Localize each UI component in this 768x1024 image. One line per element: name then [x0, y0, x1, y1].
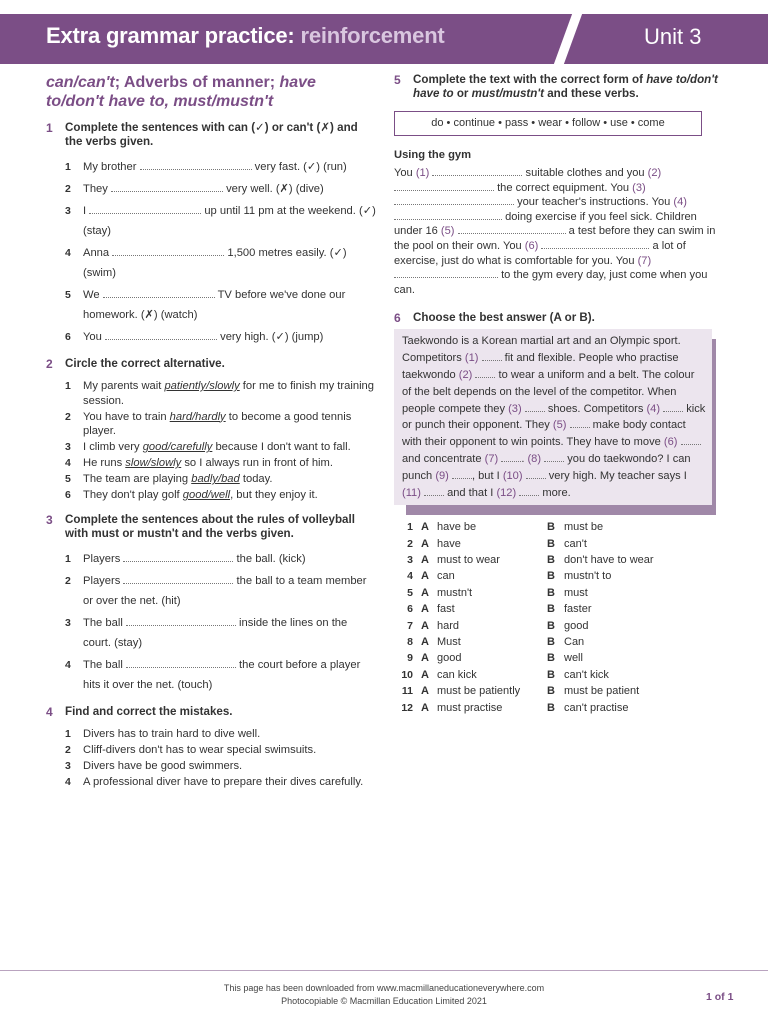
option-a-text: have be: [437, 521, 477, 534]
answer-blank: [519, 486, 539, 496]
answer-blank: [424, 486, 444, 496]
answer-blank: [89, 204, 201, 214]
item-text-after: inside the lines on the court. (stay): [83, 616, 348, 649]
exercise-item: [65, 488, 376, 503]
answer-number: 7: [407, 619, 413, 632]
answer-blank: [501, 452, 521, 462]
section-heading: [46, 73, 376, 111]
text-run: , but I: [471, 469, 503, 482]
exercise-1-items: [65, 157, 376, 347]
option-b-label: B: [547, 586, 555, 599]
page-number: 1 of 1: [706, 991, 734, 1003]
exercise-item: [65, 743, 376, 758]
answer-row: [397, 700, 724, 716]
answer-row: [397, 601, 724, 617]
answer-number: 5: [407, 586, 413, 599]
answer-row: [397, 585, 724, 601]
item-number: 3: [65, 441, 71, 453]
item-text-after: so I always run in front of him.: [181, 457, 333, 469]
answer-number: 6: [407, 603, 413, 616]
item-number: 6: [65, 331, 71, 343]
answer-blank: [394, 195, 514, 205]
exercise-1: [46, 121, 376, 347]
taekwondo-text: [394, 329, 712, 505]
exercise-item: [65, 201, 376, 241]
exercise-number: 3: [46, 512, 53, 527]
option-b-text: don't have to wear: [564, 554, 654, 567]
exercise-item: [65, 327, 376, 347]
answer-blank: [112, 246, 224, 256]
item-text-before: Anna: [83, 247, 113, 259]
text-run: You: [394, 167, 416, 179]
exercise-number: 2: [46, 357, 53, 371]
option-b-label: B: [547, 636, 555, 649]
item-text-after: very well. (✗) (dive): [222, 183, 324, 195]
exercise-4: [46, 705, 376, 790]
text-run: the correct equipment. You: [494, 181, 633, 194]
item-text-after: the ball to a team member or over the net. (hit): [83, 574, 367, 607]
answer-blank: [570, 418, 590, 428]
left-column: [46, 73, 376, 799]
exercise-item: [65, 727, 376, 742]
answer-number: 9: [407, 652, 413, 665]
item-text-after: the court before a player hits it over the net. (touch): [83, 658, 361, 691]
gap-number: (7): [637, 254, 652, 267]
option-a-text: can: [437, 570, 455, 583]
answer-options: [397, 519, 724, 716]
option-b-text: can't kick: [564, 668, 609, 681]
answer-row: [397, 552, 724, 568]
answer-blank: [126, 616, 236, 626]
exercise-instruction: [413, 73, 724, 101]
option-a-text: good: [437, 652, 462, 665]
answer-blank: [452, 469, 472, 479]
footer-download-note: This page has been downloaded from www.macmillaneducationeverywhere.com: [223, 983, 545, 993]
taekwondo-box-wrap: [394, 329, 724, 505]
item-text-after: up until 11 pm at the weekend. (✓) (stay): [83, 205, 376, 237]
gap-number: (5): [440, 225, 455, 238]
gap-number: (6): [524, 239, 539, 252]
item-text-after: 1,500 metres easily. (✓) (swim): [83, 247, 347, 279]
item-number: 1: [65, 727, 71, 740]
option-b-text: faster: [564, 603, 592, 616]
item-text-before: I: [83, 205, 90, 217]
exercise-item: [65, 410, 376, 439]
option-a-text: hard: [437, 619, 460, 632]
answer-blank: [482, 351, 502, 361]
text-run: and concentrate: [402, 452, 485, 465]
item-text-before: He runs: [83, 457, 126, 469]
option-b-label: B: [547, 701, 555, 714]
option-a-label: A: [421, 586, 429, 599]
text-run: more.: [539, 486, 571, 499]
item-text-before: Players: [83, 552, 124, 565]
answer-blank: [526, 469, 546, 479]
answer-blank: [394, 181, 494, 191]
exercise-item: [65, 179, 376, 199]
option-b-text: well: [564, 652, 583, 665]
item-text: Cliff-divers don't has to wear special swimsuits.: [83, 743, 317, 756]
text-run: you do taekwondo? I can punch: [402, 452, 691, 482]
instr-a: Complete the text with the correct form of: [413, 73, 647, 86]
answer-number: 12: [401, 701, 413, 714]
gap-number: (12): [496, 486, 517, 499]
item-number: 2: [65, 574, 71, 587]
alternative-options: patiently/slowly: [164, 380, 240, 392]
answer-row: [397, 634, 724, 650]
heading-part-1: can/can't: [46, 74, 115, 91]
gap-number: (5): [552, 419, 567, 432]
item-text-before: We: [83, 289, 103, 301]
heading-part-2: have to/don't have to, must/mustn't: [46, 74, 316, 110]
exercise-6: [394, 311, 724, 325]
option-a-label: A: [421, 554, 429, 567]
instr-d: must/mustn't: [471, 87, 544, 100]
option-a-text: mustn't: [437, 586, 473, 599]
item-text-before: Players: [83, 574, 124, 587]
option-a-label: A: [421, 685, 429, 698]
answer-blank: [394, 268, 498, 278]
gap-number: (2): [458, 368, 473, 381]
option-b-label: B: [547, 554, 555, 567]
header-banner: [0, 14, 768, 64]
option-b-label: B: [547, 603, 555, 616]
answer-blank: [103, 288, 215, 298]
alternative-options: slow/slowly: [125, 457, 182, 469]
option-a-label: A: [421, 570, 429, 583]
exercise-instruction: Complete the sentences about the rules of volleyball with must or mustn't and the verbs given.: [65, 512, 355, 540]
alternative-options: badly/bad: [191, 473, 240, 485]
exercise-item: [65, 759, 376, 774]
option-b-text: can't: [564, 537, 587, 550]
answer-blank: [126, 658, 236, 668]
item-text-before: The team are playing: [83, 473, 192, 485]
option-b-text: mustn't to: [564, 570, 612, 583]
footer-copyright: Photocopiable © Macmillan Education Limited 2021: [281, 996, 487, 1006]
gap-number: (3): [508, 402, 522, 415]
page-title: [46, 23, 445, 49]
answer-blank: [541, 239, 649, 249]
gym-text: [394, 166, 724, 297]
exercise-number: 5: [394, 73, 401, 87]
text-run: a lot of exercise, just do what is comfortable for you. You: [394, 239, 686, 267]
text-run: to wear a uniform and a belt. The colour of the belt depends on the level of the competitor. When people compete they: [402, 368, 695, 415]
answer-blank: [525, 402, 545, 412]
item-text: Divers has to train hard to dive well.: [83, 727, 261, 740]
exercise-item: [65, 379, 376, 408]
text-run: your teacher's instructions. You: [514, 196, 674, 209]
gap-number: (9): [435, 469, 449, 482]
option-b-text: must be patient: [564, 685, 640, 698]
option-a-label: A: [421, 701, 429, 714]
answer-row: [397, 568, 724, 584]
option-a-label: A: [421, 636, 429, 649]
option-b-text: can't practise: [564, 701, 629, 714]
exercise-number: 4: [46, 704, 53, 719]
answer-row: [397, 519, 724, 535]
answer-blank: [123, 552, 233, 562]
exercise-item: [65, 243, 376, 283]
item-text-before: They: [83, 183, 111, 195]
answer-row: [397, 667, 724, 683]
item-text-after: the ball. (kick): [233, 552, 306, 565]
text-run: to the gym every day, just come when you can.: [394, 269, 708, 296]
answer-number: 11: [401, 685, 413, 698]
item-text-after: because I don't want to fall.: [212, 441, 351, 453]
item-text-after: very high. (✓) (jump): [217, 331, 324, 343]
gap-number: (10): [502, 469, 523, 482]
answer-blank: [544, 452, 564, 462]
instr-e: and these verbs.: [543, 87, 639, 100]
item-text-after: , but they enjoy it.: [230, 489, 318, 501]
item-number: 5: [65, 289, 71, 301]
option-a-text: can kick: [437, 668, 477, 681]
exercise-number: 1: [46, 121, 53, 135]
item-text-after: for me to finish my training session.: [83, 380, 375, 407]
item-text-before: You: [83, 331, 105, 343]
option-a-label: A: [421, 668, 429, 681]
exercise-4-items: [65, 727, 376, 790]
exercise-5: [394, 73, 724, 101]
answer-blank: [458, 224, 566, 234]
item-number: 2: [65, 410, 71, 423]
option-a-label: A: [421, 521, 429, 534]
answer-number: 2: [407, 537, 413, 550]
answer-blank: [123, 574, 233, 584]
exercise-item: [65, 655, 376, 695]
gap-number: (4): [646, 402, 661, 415]
item-number: 3: [65, 759, 71, 772]
gap-number: (3): [632, 181, 646, 194]
right-column: [394, 73, 724, 716]
option-a-text: have: [437, 537, 461, 550]
option-b-label: B: [547, 619, 555, 632]
text-run: shoes. Competitors: [544, 402, 647, 415]
answer-number: 8: [407, 636, 413, 649]
text-run: .: [521, 452, 528, 465]
answer-blank: [111, 182, 223, 192]
item-number: 6: [65, 489, 71, 501]
item-number: 5: [65, 473, 71, 485]
exercise-item: [65, 613, 376, 653]
item-number: 2: [65, 183, 71, 195]
option-a-label: A: [421, 603, 429, 616]
exercise-number: 6: [394, 311, 401, 326]
exercise-3: [46, 513, 376, 695]
answer-blank: [105, 330, 217, 340]
option-b-label: B: [547, 570, 555, 583]
gap-number: (7): [484, 452, 499, 465]
footer: [0, 982, 768, 1008]
item-text-after: very fast. (✓) (run): [251, 161, 347, 173]
gap-number: (6): [663, 436, 678, 449]
answer-blank: [663, 402, 683, 412]
option-b-label: B: [547, 685, 555, 698]
item-number: 3: [65, 205, 71, 217]
text-run: Taekwondo is a Korean martial art and an Olympic sport. Competitors: [402, 335, 681, 365]
answer-row: [397, 683, 724, 699]
answer-row: [397, 618, 724, 634]
item-number: 1: [65, 552, 71, 565]
item-text-after: to become a good tennis player.: [83, 410, 352, 437]
text-run: fit and flexible. People who practise taekwondo: [402, 352, 679, 381]
option-b-label: B: [547, 537, 555, 550]
answer-blank: [475, 368, 495, 378]
item-number: 4: [65, 457, 71, 469]
instr-b: have to/don't have to: [413, 73, 718, 100]
gap-number: (1): [464, 352, 479, 365]
footer-divider: [0, 970, 768, 971]
item-text-before: The ball: [83, 658, 126, 671]
option-a-text: must practise: [437, 701, 503, 714]
item-text-after: today.: [239, 473, 273, 485]
answer-number: 10: [401, 668, 413, 681]
option-b-text: must be: [564, 521, 604, 534]
exercise-instruction: Circle the correct alternative.: [65, 357, 225, 370]
option-a-text: must be patiently: [437, 685, 521, 698]
header-divider: [554, 14, 582, 64]
text-run: doing exercise if you feel sick. Children under 16: [394, 210, 697, 238]
exercise-item: [65, 456, 376, 471]
option-a-label: A: [421, 619, 429, 632]
alternative-options: hard/hardly: [169, 410, 226, 423]
item-text-before: I climb very: [83, 441, 143, 453]
option-b-label: B: [547, 521, 555, 534]
item-number: 4: [65, 775, 71, 788]
option-a-text: must to wear: [437, 554, 500, 567]
option-b-text: Can: [564, 636, 585, 649]
item-number: 2: [65, 743, 71, 756]
item-text-after: TV before we've done our homework. (✗) (watch): [83, 289, 346, 321]
option-b-text: must: [564, 586, 588, 599]
exercise-2: [46, 357, 376, 503]
gap-number: (4): [673, 196, 687, 209]
exercise-instruction: Find and correct the mistakes.: [65, 704, 233, 718]
answer-number: 3: [407, 554, 413, 567]
text-run: very high. My teacher says I: [545, 469, 687, 482]
alternative-options: good/carefully: [142, 441, 213, 453]
exercise-instruction: Complete the sentences with can (✓) or can't (✗) and the verbs given.: [65, 121, 358, 148]
exercise-item: [65, 775, 376, 790]
heading-sep: ; Adverbs of manner;: [114, 74, 280, 91]
option-a-label: A: [421, 652, 429, 665]
text-run: suitable clothes and you: [522, 167, 648, 179]
text-run: kick or punch their opponent. They: [402, 402, 706, 432]
gap-number: (11): [402, 486, 421, 499]
exercise-item: [65, 549, 376, 569]
item-number: 3: [65, 616, 71, 629]
item-number: 4: [65, 247, 71, 259]
exercise-item: [65, 472, 376, 487]
exercise-3-items: [65, 549, 376, 695]
exercise-item: [65, 157, 376, 177]
title-accent: reinforcement: [300, 23, 445, 48]
answer-blank: [681, 435, 701, 445]
item-text-before: You have to train: [83, 410, 170, 423]
item-number: 4: [65, 658, 71, 671]
title-main: Extra grammar practice:: [46, 23, 295, 48]
exercise-item: [65, 571, 376, 611]
word-box: do • continue • pass • wear • follow • use • come: [394, 111, 702, 136]
option-b-label: B: [547, 652, 555, 665]
unit-label: Unit 3: [644, 24, 702, 49]
item-text-before: My brother: [83, 161, 140, 173]
answer-blank: [140, 160, 252, 170]
option-b-text: good: [564, 619, 589, 632]
item-text-before: The ball: [83, 616, 126, 629]
option-a-text: fast: [437, 603, 455, 616]
exercise-instruction: Choose the best answer (A or B).: [413, 311, 595, 325]
answer-blank: [432, 166, 522, 176]
exercise-item: [65, 440, 376, 455]
item-text-before: They don't play golf: [83, 489, 183, 501]
exercise-item: [65, 285, 376, 325]
item-text: A professional diver have to prepare their dives carefully.: [83, 775, 364, 788]
answer-blank: [394, 210, 502, 220]
text-run: make body contact with their opponent to win points. They have to move: [402, 419, 686, 449]
option-a-label: A: [421, 537, 429, 550]
answer-row: [397, 650, 724, 666]
text-run: and that I: [444, 486, 497, 499]
item-number: 1: [65, 161, 71, 173]
option-b-label: B: [547, 668, 555, 681]
text-run: a test before they can swim in the pool on their own. You: [394, 225, 716, 252]
item-text: Divers have be good swimmers.: [83, 759, 243, 772]
answer-row: [397, 536, 724, 552]
exercise-2-items: [65, 379, 376, 503]
instr-c: or: [453, 87, 472, 100]
gap-number: (2): [647, 167, 662, 179]
option-a-text: Must: [437, 636, 461, 649]
answer-number: 1: [407, 521, 413, 534]
item-number: 1: [65, 380, 71, 392]
gap-number: (1): [415, 167, 430, 179]
item-text-before: My parents wait: [83, 380, 165, 392]
answer-number: 4: [407, 570, 413, 583]
alternative-options: good/well: [182, 489, 231, 501]
gap-number: (8): [527, 452, 542, 465]
text-subheading: Using the gym: [394, 149, 472, 161]
